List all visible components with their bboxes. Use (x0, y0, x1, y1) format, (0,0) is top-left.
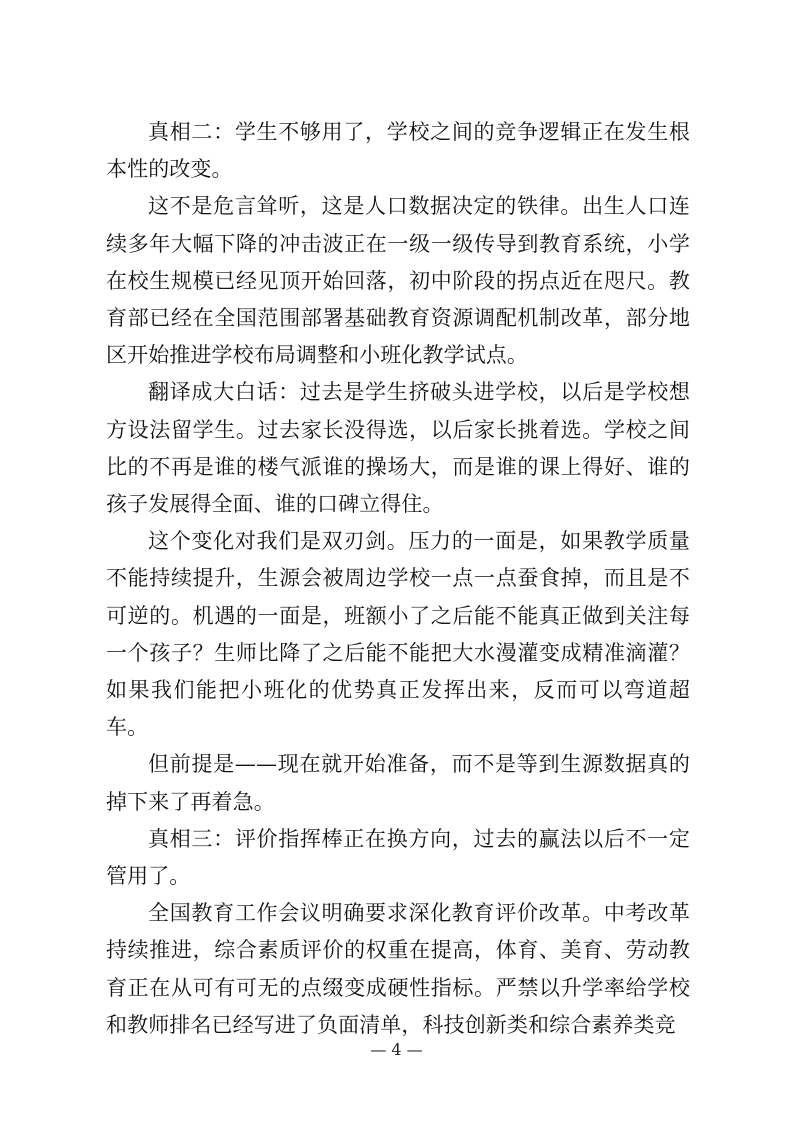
paragraph-prepare-now: 但前提是——现在就开始准备，而不是等到生源数据真的掉下来了再着急。 (106, 752, 690, 814)
paragraph-truth-three-heading: 真相三：评价指挥棒正在换方向，过去的赢法以后不一定管用了。 (106, 826, 690, 889)
body-text (106, 114, 690, 1044)
paragraph-evaluation-reform: 全国教育工作会议明确要求深化教育评价改革。中考改革持续推进，综合素质评价的权重在提高，体育、美育、劳动教育正在从可有可无的点缀变成硬性指标。严禁以升学率给学校和教师排名已经写进了负面清单，科技创新类和综合素养类竞 (106, 901, 690, 1037)
paragraph-population-data: 这不是危言耸听，这是人口数据决定的铁律。出生人口连续多年大幅下降的冲击波正在一级一级传导到教育系统，小学在校生规模已经见顶开始回落，初中阶段的拐点近在咫尺。教育部已经在全国范围部署基础教育资源调配机制改革，部分地区开始推进学校布局调整和小班化教学试点。 (106, 194, 690, 368)
paragraph-plain-translation: 翻译成大白话：过去是学生挤破头进学校，以后是学校想方设法留学生。过去家长没得选，以后家长挑着选。学校之间比的不再是谁的楼气派谁的操场大，而是谁的课上得好、谁的孩子发展得全面、谁的口碑立得住。 (106, 380, 690, 517)
paragraph-truth-two-heading: 真相二：学生不够用了，学校之间的竞争逻辑正在发生根本性的改变。 (106, 120, 690, 182)
paragraph-double-edged-sword: 这个变化对我们是双刃剑。压力的一面是，如果教学质量不能持续提升，生源会被周边学校一点一点蚕食掉，而且是不可逆的。机遇的一面是，班额小了之后能不能真正做到关注每一个孩子？生师比降了之后能不能把大水漫灌变成精准滴灌？如果我们能把小班化的优势真正发挥出来，反而可以弯道超车。 (106, 529, 690, 740)
page-number: — 4 — (370, 1040, 423, 1059)
